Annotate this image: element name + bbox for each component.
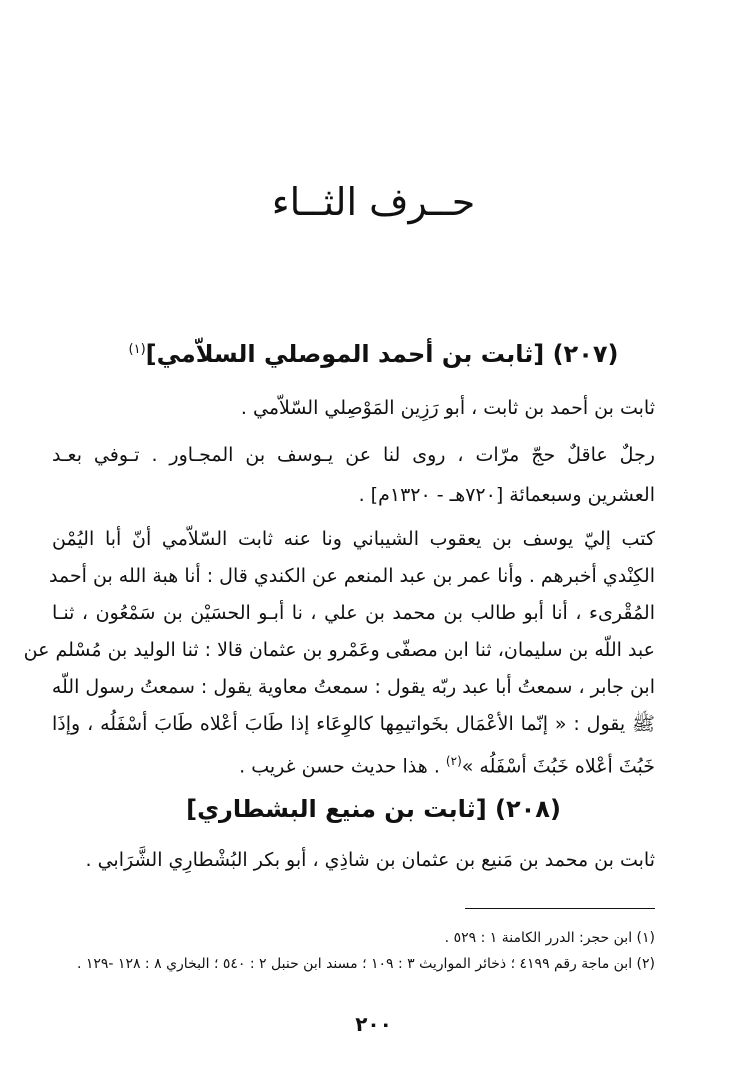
text-line: المُقْرىء ، أنا أبو طالب بن محمد بن علي ، نا أبـو الحسَيْن بن سَمْعُون ، ثنـا: [52, 602, 655, 624]
grading-text: . هذا حديث حسن غريب .: [239, 755, 440, 778]
text-line: ابن جابر ، سمعتُ أبا عبد ربّه يقول : سمعتُ معاوية يقول : سمعتُ رسول اللّه: [51, 676, 655, 698]
hadith-end: خَبُثَ أعْلاه خَبُثَ أسْفَلُه »: [461, 755, 655, 778]
text-line: عبد اللّه بن سليمان، ثنا ابن مصفّى وعَمْرو بن عثمان قالا : ثنا الوليد بن مُسْلم عن: [23, 639, 655, 661]
footnote: (٢) ابن ماجة رقم ٤١٩٩ ؛ ذخائر المواريث ٣ : ١٠٩ ؛ مسند ابن حنبل ٢ : ٥٤٠ ؛ البخاري ٨ : ١٢٨ -١٢٩ .: [76, 956, 655, 972]
name-line: ثابت بن أحمد بن ثابت ، أبو رَزِين المَوْصِلي السّلاّمي .: [240, 397, 655, 419]
footnote-divider: [465, 908, 655, 909]
entry-heading: [0, 340, 747, 368]
page-number: ٢٠٠: [355, 1012, 392, 1036]
text-line-with-note: [52, 746, 655, 781]
text-line: كتب إليّ يوسف بن يعقوب الشيباني ونا عنه ثابت السّلاّمي أنّ أبا اليُمْن: [52, 528, 655, 550]
footnote-marker: (٢): [445, 754, 462, 768]
entry-heading: [0, 795, 747, 823]
entry-heading-text: (٢٠٧) [ثابت بن أحمد الموصلي السلاّمي]: [145, 340, 619, 368]
text-line: العشرين وسبعمائة [٧٢٠هـ - ١٣٢٠م] .: [358, 484, 655, 506]
chapter-title: حــرف الثــاء: [271, 180, 476, 224]
entry-heading-text: (٢٠٨) [ثابت بن منيع البشطاري]: [186, 795, 561, 823]
text-line: الكِنْدي أخبرهم . وأنا عمر بن عبد المنعم عن الكندي قال : أنا هبة الله بن أحمد: [48, 565, 655, 587]
text-line: ﷺ يقول : « إنّما الأعْمَال بخَواتيمِها كالوِعَاء إذا طَابَ أعْلاه طَابَ أسْفَلُه ، وإذَا: [52, 713, 655, 735]
footnote-marker: (١): [128, 342, 146, 357]
text-line: رجلٌ عاقلٌ حجّ مرّات ، روى لنا عن يـوسف بن المجـاور . تـوفي بعـد: [52, 444, 655, 466]
name-line: ثابت بن محمد بن مَنيع بن عثمان بن شاذِي ، أبو بكر البُشْطارِي الشَّرَابي .: [85, 849, 655, 871]
footnote: (١) ابن حجر: الدرر الكامنة ١ : ٥٢٩ .: [444, 930, 655, 946]
